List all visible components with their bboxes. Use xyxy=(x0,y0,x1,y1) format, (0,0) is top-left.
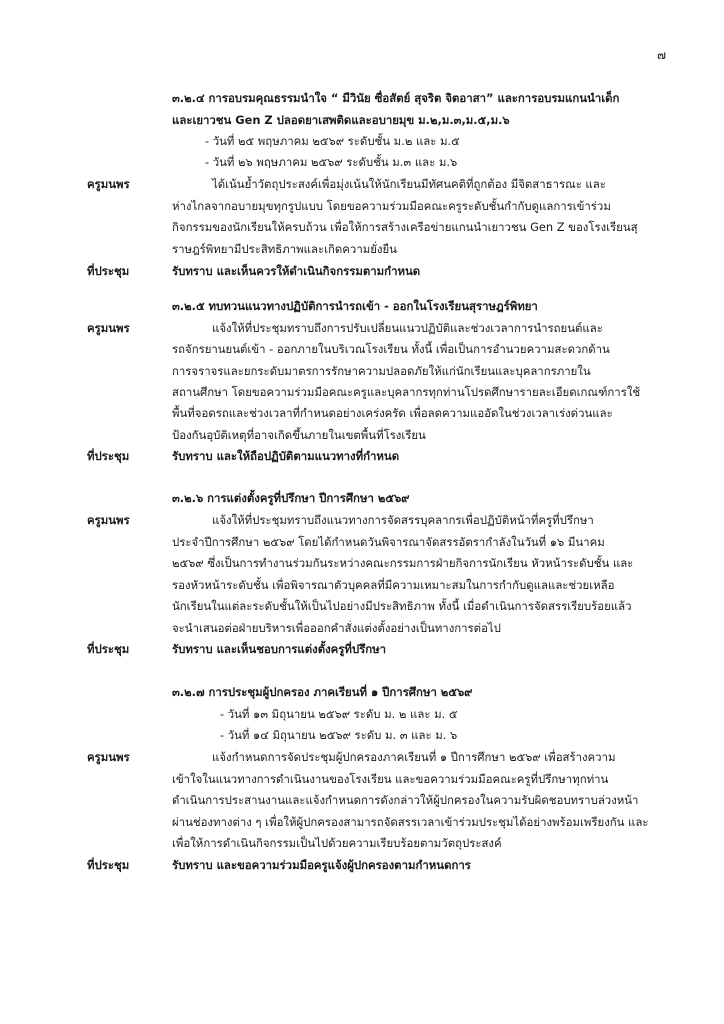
body-line: ๒๕๖๙ ซึ่งเป็นการทำงานร่วมกันระหว่างคณะกรรมการฝ่ายกิจการนักเรียน หัวหน้าระดับชั้น และ xyxy=(172,556,634,570)
body-line: กิจกรรมของนักเรียนให้ครบถ้วน เพื่อให้การสร้างเครือข่ายแกนนำเยาวชน Gen Z ของโรงเรียนสุ xyxy=(172,220,638,234)
body-line: นักเรียนในแต่ละระดับชั้นให้เป็นไปอย่างมีประสิทธิภาพ ทั้งนี้ เมื่อดำเนินการจัดสรรเรียบร้อยแล้ว xyxy=(172,599,632,613)
body-line: เข้าใจในแนวทางการดำเนินงานของโรงเรียน และขอความร่วมมือคณะครูที่ปรึกษาทุกท่าน xyxy=(172,772,609,786)
resolution-label: ที่ประชุม xyxy=(87,449,130,463)
speaker-label: ครูมนพร xyxy=(87,750,130,764)
resolution-text: รับทราบ และเห็นชอบการแต่งตั้งครูที่ปรึกษา xyxy=(172,642,387,656)
body-line: ผ่านช่องทางต่าง ๆ เพื่อให้ผู้ปกครองสามารถจัดสรรเวลาเข้าร่วมประชุมได้อย่างพร้อมเพรียงกัน และ xyxy=(172,815,649,829)
date-item: - วันที่ ๒๖ พฤษภาคม ๒๕๖๙ ระดับชั้น ม.๓ และ ม.๖ xyxy=(205,155,458,169)
body-line: ดำเนินการประสานงานและแจ้งกำหนดการดังกล่าวให้ผู้ปกครองในความรับผิดชอบทราบล่วงหน้า xyxy=(172,793,639,807)
body-line: แจ้งให้ที่ประชุมทราบถึงการปรับเปลี่ยนแนวปฏิบัติและช่วงเวลาการนำรถยนต์และ xyxy=(212,321,603,335)
speaker-label: ครูมนพร xyxy=(87,321,130,335)
section-heading: ๓.๒.๕ ทบทวนแนวทางปฏิบัติการนำรถเข้า - ออกในโรงเรียนสุราษฎร์พิทยา xyxy=(172,299,538,313)
section-heading-cont: และเยาวชน Gen Z ปลอดยาเสพติดและอบายมุข ม.๒,ม.๓,ม.๕,ม.๖ xyxy=(172,113,510,127)
body-line: การจราจรและยกระดับมาตรการรักษาความปลอดภัยให้แก่นักเรียนและบุคลากรภายใน xyxy=(172,364,591,378)
resolution-label: ที่ประชุม xyxy=(87,642,130,656)
speaker-label: ครูมนพร xyxy=(87,513,130,527)
section-heading: ๓.๒.๔ การอบรมคุณธรรมนำใจ “ มีวินัย ซื่อสัตย์ สุจริต จิตอาสา” และการอบรมแกนนำเด็ก xyxy=(172,91,620,105)
body-line: รองหัวหน้าระดับชั้น เพื่อพิจารณาตัวบุคคลที่มีความเหมาะสมในการกำกับดูแลและช่วยเหลือ xyxy=(172,578,615,592)
body-line: สถานศึกษา โดยขอความร่วมมือคณะครูและบุคลากรทุกท่านโปรดศึกษารายละเอียดเกณฑ์การใช้ xyxy=(172,385,641,399)
body-line: แจ้งกำหนดการจัดประชุมผู้ปกครองภาคเรียนที่ ๑ ปีการศึกษา ๒๕๖๙ เพื่อสร้างความ xyxy=(212,750,616,764)
body-line: ราษฎร์พิทยามีประสิทธิภาพและเกิดความยั่งยืน xyxy=(172,242,397,256)
body-line: ห่างไกลจากอบายมุขทุกรูปแบบ โดยขอความร่วมมือคณะครูระดับชั้นกำกับดูแลการเข้าร่วม xyxy=(172,199,611,213)
resolution-text: รับทราบ และให้ถือปฏิบัติตามแนวทางที่กำหนด xyxy=(172,449,400,463)
resolution-label: ที่ประชุม xyxy=(87,264,130,278)
body-line: ประจำปีการศึกษา ๒๕๖๙ โดยได้กำหนดวันพิจารณาจัดสรรอัตรากำลังในวันที่ ๑๖ มีนาคม xyxy=(172,535,605,549)
resolution-text: รับทราบ และขอความร่วมมือครูแจ้งผู้ปกครองตามกำหนดการ xyxy=(172,858,471,872)
speaker-label: ครูมนพร xyxy=(87,177,130,191)
body-line: รถจักรยานยนต์เข้า - ออกภายในบริเวณโรงเรียน ทั้งนี้ เพื่อเป็นการอำนวยความสะดวกด้าน xyxy=(172,342,610,356)
resolution-text: รับทราบ และเห็นควรให้ดำเนินกิจกรรมตามกำหนด xyxy=(172,264,421,278)
section-heading: ๓.๒.๖ การแต่งตั้งครูที่ปรึกษา ปีการศึกษา ๒๕๖๙ xyxy=(172,491,410,505)
date-item: - วันที่ ๑๓ มิถุนายน ๒๕๖๙ ระดับ ม. ๒ และ ม. ๕ xyxy=(220,707,458,721)
page-number: ๗ xyxy=(656,48,666,62)
body-line: ป้องกันอุบัติเหตุที่อาจเกิดขึ้นภายในเขตพื้นที่โรงเรียน xyxy=(172,428,426,442)
body-line: ได้เน้นย้ำวัตถุประสงค์เพื่อมุ่งเน้นให้นักเรียนมีทัศนคติที่ถูกต้อง มีจิตสาธารณะ และ xyxy=(212,177,606,191)
body-line: จะนำเสนอต่อฝ่ายบริหารเพื่อออกคำสั่งแต่งตั้งอย่างเป็นทางการต่อไป xyxy=(172,621,501,635)
body-line: แจ้งให้ที่ประชุมทราบถึงแนวทางการจัดสรรบุคลากรเพื่อปฏิบัติหน้าที่ครูที่ปรึกษา xyxy=(212,513,594,527)
body-line: พื้นที่จอดรถและช่วงเวลาที่กำหนดอย่างเคร่งครัด เพื่อลดความแออัดในช่วงเวลาเร่งด่วนและ xyxy=(172,406,613,420)
section-heading: ๓.๒.๗ การประชุมผู้ปกครอง ภาคเรียนที่ ๑ ปีการศึกษา ๒๕๖๙ xyxy=(172,685,473,699)
body-line: เพื่อให้การดำเนินกิจกรรมเป็นไปด้วยความเรียบร้อยตามวัตถุประสงค์ xyxy=(172,836,502,850)
resolution-label: ที่ประชุม xyxy=(87,858,130,872)
date-item: - วันที่ ๑๔ มิถุนายน ๒๕๖๙ ระดับ ม. ๓ และ ม. ๖ xyxy=(220,728,458,742)
date-item: - วันที่ ๒๕ พฤษภาคม ๒๕๖๙ ระดับชั้น ม.๒ และ ม.๕ xyxy=(205,134,460,148)
